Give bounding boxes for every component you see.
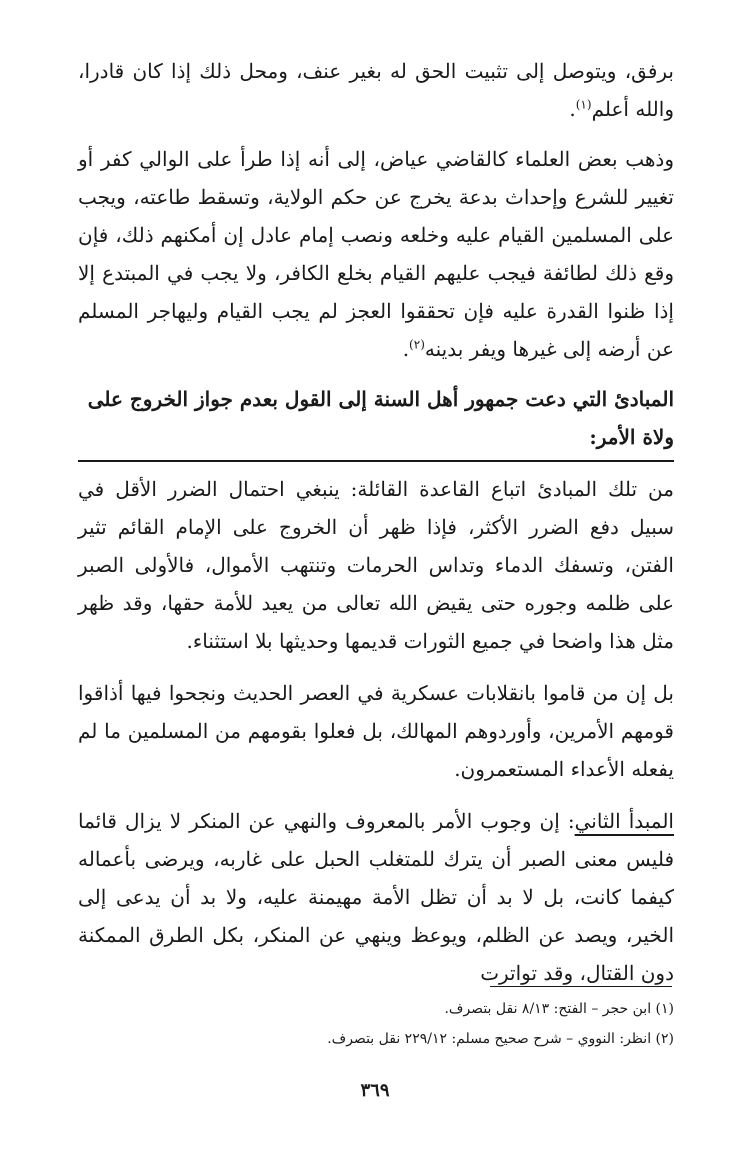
paragraph-5 (78, 802, 674, 992)
footnote-divider (490, 986, 672, 987)
paragraph-3: من تلك المبادئ اتباع القاعدة القائلة: ينبغي احتمال الضرر الأقل في سبيل دفع الضرر الأكثر، فإذا ظهر أن الخروج على الإمام القائم تثير الفتن، وتسفك الدماء وتداس الحرمات وتنتهب الأموال، فالأولى الصبر على ظلمه وجوره حتى يقيض الله تعالى من يعيد للأمة حقها، وقد ظهر مثل هذا واضحا في جميع الثورات قديمها وحديثها بلا استثناء. (78, 477, 674, 653)
footnote-ref-1[interactable]: (١) (575, 97, 592, 112)
paragraph-2-text: وذهب بعض العلماء كالقاضي عياض، إلى أنه إذا طرأ على الوالي كفر أو تغيير للشرع وإحداث بدعة يخرج عن حكم الولاية، وتسقط طاعته، ويجب على المسلمين القيام عليه وخلعه ونصب إمام عادل إن أمكنهم ذلك، فإن وقع ذلك لطائفة فيجب عليهم القيام بخلع الكافر، ولا يجب في المبتدع إلا إذا ظنوا القدرة عليه فإن تحققوا العجز لم يجب القيام وليهاجر المسلم عن أرضه إلى غيرها ويفر بدينه (78, 147, 674, 361)
footnote-1: (١) ابن حجر – الفتح: ٨/١٣ نقل بتصرف. (444, 1001, 674, 1017)
footnotes (78, 994, 674, 1054)
footnote-ref-2[interactable]: (٢) (409, 337, 425, 352)
footnote-2: (٢) انظر: النووي – شرح صحيح مسلم: ٢٢٩/١٢ نقل بتصرف. (327, 1031, 674, 1047)
page-body (78, 52, 674, 992)
paragraph-2-end: . (402, 337, 410, 361)
paragraph-1-text: برفق، ويتوصل إلى تثبيت الحق له بغير عنف، ومحل ذلك إذا كان قادرا، والله أعلم (78, 59, 674, 121)
paragraph-4: بل إن من قاموا بانقلابات عسكرية في العصر الحديث ونجحوا فيها أذاقوا قومهم الأمرين، وأوردوهم المهالك، بل فعلوا بقومهم من المسلمين ما لم يفعله الأعداء المستعمرون. (78, 681, 674, 781)
section-heading: المبادئ التي دعت جمهور أهل السنة إلى القول بعدم جواز الخروج على ولاة الأمر: (78, 380, 674, 462)
principle-two-label: المبدأ الثاني (574, 809, 674, 833)
paragraph-5-text: : إن وجوب الأمر بالمعروف والنهي عن المنكر لا يزال قائما فليس معنى الصبر أن يترك للمتغلب الحبل على غاربه، ويرضى بأعماله كيفما كانت، بل لا بد أن تظل الأمة مهيمنة عليه، ولا بد أن يدعى إلى الخير، ويصد عن الظلم، ويوعظ وينهي عن المنكر، بكل الطرق الممكنة دون القتال، وقد تواترت (78, 809, 674, 985)
paragraph-2 (78, 140, 674, 368)
paragraph-1-end: . (569, 97, 576, 121)
paragraph-1 (78, 52, 674, 128)
page-number: ٣٦٩ (360, 1080, 390, 1101)
